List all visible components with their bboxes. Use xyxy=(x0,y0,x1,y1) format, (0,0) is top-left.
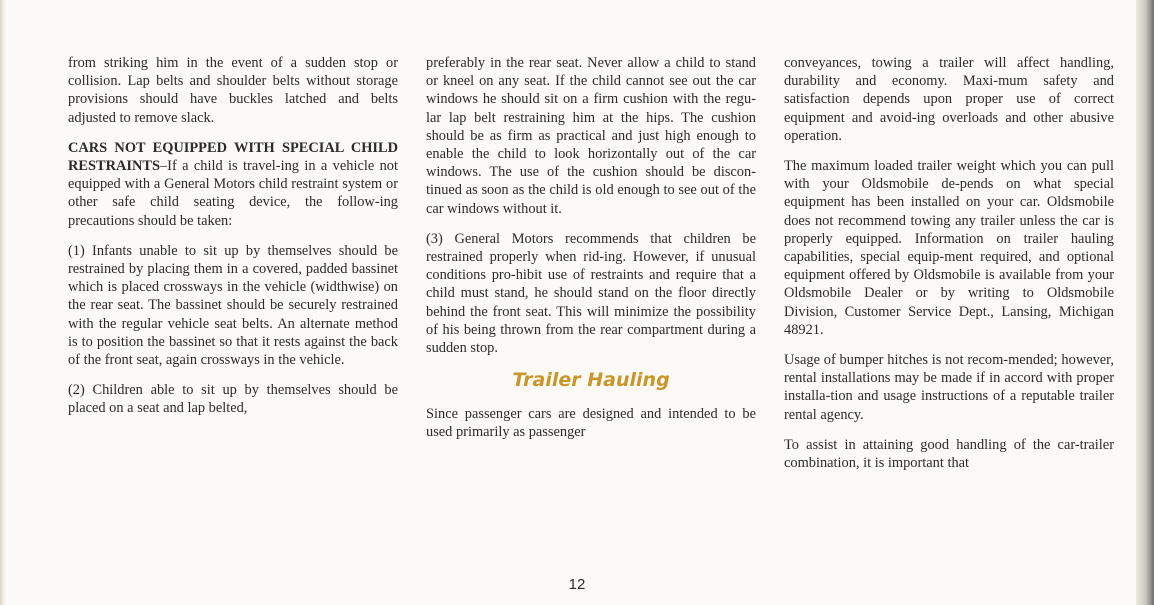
paragraph xyxy=(68,139,398,230)
paragraph: (1) Infants unable to sit up by themselves should be restrained by placing them in a covered, padded bassinet which is placed crossways in the vehicle (widthwise) on the rear seat. The bassinet should be securely restrained with the regular vehicle seat belts. An alternate method is to position the bassinet so that it rests against the back of the front seat, again crossways in the vehicle. xyxy=(68,242,398,369)
paragraph: from striking him in the event of a sudden stop or collision. Lap belts and shoulder belts without storage provisions should have buckles latched and belts adjusted to remove slack. xyxy=(68,55,398,126)
paragraph: To assist in attaining good handling of the car-trailer combination, it is important that xyxy=(784,436,1114,472)
paragraph: Since passenger cars are designed and intended to be used primarily as passenger xyxy=(426,406,756,441)
paragraph: (3) General Motors recommends that children be restrained properly when rid-ing. However, if unusual conditions pro-hibit use of restraints and require that a child must stand, he should stand on the floor directly behind the front seat. This will minimize the possibility of his being thrown from the rear compartment during a sudden stop. xyxy=(426,230,756,357)
inline-heading: CARS NOT EQUIPPED WITH SPECIAL CHILD RESTRAINTS xyxy=(68,139,398,175)
page-right-edge xyxy=(1136,0,1154,605)
page-number: 12 xyxy=(568,576,586,593)
paragraph-body: –If a child is travel-ing in a vehicle not equipped with a General Motors child restraint system or other safe child seating device, the follow-ing precautions should be taken: xyxy=(68,158,398,229)
paragraph: preferably in the rear seat. Never allow a child to stand or kneel on any seat. If the child cannot see out the car windows he should sit on a firm cushion with the regu-lar lap belt restraining him at the hips. The cushion should be as firm as practical and just high enough to enable the child to look horizontally out of the car windows. The use of the cushion should be discon-tinued as soon as the child is old enough to see out of the car windows without it. xyxy=(426,55,756,217)
paragraph: (2) Children able to sit up by themselves should be placed on a seat and lap belted, xyxy=(68,382,398,417)
paragraph: conveyances, towing a trailer will affect handling, durability and economy. Maxi-mum safety and satisfaction depends upon proper use of correct equipment and avoid-ing overloads and other abusive operation. xyxy=(784,55,1114,144)
paragraph: Usage of bumper hitches is not recom-mended; however, rental installations may be made if in accord with proper installa-tion and usage instructions of a reputable trailer rental agency. xyxy=(784,352,1114,423)
text-column-3 xyxy=(784,54,1114,484)
paragraph: The maximum loaded trailer weight which you can pull with your Oldsmobile de-pends on what special equipment has been installed on your car. Oldsmobile does not recommend towing any trailer unless the car is properly equipped. Information on trailer hauling capabilities, special equip-ment required, and optional equipment offered by Oldsmobile is available from your Oldsmobile Dealer or by writing to Oldsmobile Division, Customer Service Dept., Lansing, Michigan 48921. xyxy=(784,158,1114,338)
text-column-1 xyxy=(68,54,398,430)
text-column-2 xyxy=(426,54,756,454)
section-title: Trailer Hauling xyxy=(512,369,670,392)
page-left-edge xyxy=(0,0,6,605)
